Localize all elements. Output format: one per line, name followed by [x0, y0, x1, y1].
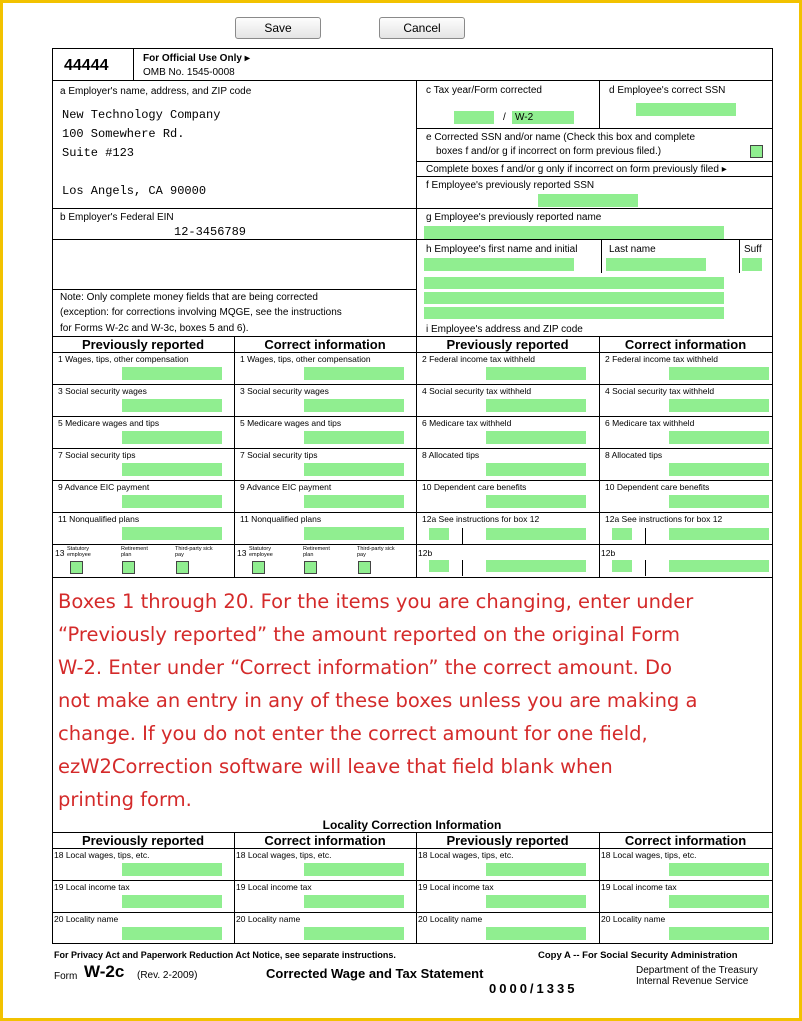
form-code: 0000/1335: [489, 981, 578, 996]
locality-box-label: 18 Local wages, tips, etc.: [236, 850, 332, 860]
rule-line: [52, 480, 773, 481]
money-box-label: 9 Advance EIC payment: [58, 482, 150, 492]
rule-line: [52, 48, 53, 944]
locality-box-label: 20 Locality name: [236, 914, 301, 924]
locality-box-label: 20 Locality name: [54, 914, 119, 924]
cancel-button[interactable]: Cancel: [379, 17, 465, 39]
tax-year-slash: /: [503, 112, 506, 123]
rule-line: [234, 336, 235, 578]
form-name: W-2c: [84, 962, 125, 981]
rule-line: [133, 48, 134, 81]
rule-line: [52, 239, 417, 240]
locality-amount-field[interactable]: [304, 895, 404, 908]
money-box-label: 5 Medicare wages and tips: [240, 418, 342, 428]
employer-line[interactable]: 100 Somewhere Rd.: [62, 127, 185, 141]
correct-information-heading: Correct information: [624, 833, 747, 848]
money-amount-field[interactable]: [122, 399, 222, 412]
rule-line: [52, 512, 773, 513]
employer-name-label: a Employer's name, address, and ZIP code: [60, 86, 252, 97]
rule-line: [52, 352, 773, 353]
money-box-label: 7 Social security tips: [58, 450, 136, 460]
rule-line: [52, 880, 773, 881]
money-box-label: 6 Medicare tax withheld: [422, 418, 512, 428]
locality-box-label: 19 Local income tax: [236, 882, 312, 892]
money-amount-field[interactable]: [669, 495, 769, 508]
instruction-line: not make an entry in any of these boxes unless you are making a: [58, 689, 698, 712]
correct-information-heading: Correct information: [264, 337, 386, 352]
statutory-label: Statutory employee: [249, 546, 273, 558]
corrected-ssn-checkbox[interactable]: [750, 145, 763, 158]
rule-line: [52, 416, 773, 417]
money-amount-field[interactable]: [122, 431, 222, 444]
statutory-checkbox[interactable]: [70, 561, 83, 574]
money-amount-field[interactable]: [669, 367, 769, 380]
money-amount-field[interactable]: [122, 463, 222, 476]
locality-amount-field[interactable]: [304, 863, 404, 876]
instruction-line: W-2. Enter under “Correct information” the correct amount. Do: [58, 656, 672, 679]
previously-reported-heading: Previously reported: [81, 337, 205, 352]
corrected-ssn-label: e Corrected SSN and/or name (Check this box and complete: [426, 132, 696, 143]
box12b-amount-field[interactable]: [669, 560, 769, 572]
money-box-label: 1 Wages, tips, other compensation: [58, 354, 189, 364]
rule-line: [52, 48, 773, 49]
rule-line: [52, 448, 773, 449]
money-amount-field[interactable]: [669, 399, 769, 412]
money-box-label: 3 Social security wages: [58, 386, 147, 396]
locality-box-label: 20 Locality name: [418, 914, 483, 924]
correct-ssn-field[interactable]: [636, 103, 736, 116]
box12b-label: 12b: [418, 548, 433, 558]
instruction-line: Boxes 1 through 20. For the items you are changing, enter under: [58, 590, 694, 613]
money-box-label: 8 Allocated tips: [605, 450, 663, 460]
money-box-label: 10 Dependent care benefits: [422, 482, 527, 492]
rule-line: [416, 208, 773, 209]
copy-a-label: Copy A -- For Social Security Administration: [538, 950, 738, 961]
locality-amount-field[interactable]: [304, 927, 404, 940]
correct-ssn-label: d Employee's correct SSN: [609, 85, 726, 96]
money-amount-field[interactable]: [669, 463, 769, 476]
correct-information-heading: Correct information: [624, 337, 747, 352]
money-amount-field[interactable]: [304, 527, 404, 540]
instruction-overlay: [58, 585, 768, 816]
locality-box-label: 18 Local wages, tips, etc.: [601, 850, 697, 860]
money-amount-field[interactable]: [486, 431, 586, 444]
box12a-amount-field[interactable]: [669, 528, 769, 540]
locality-amount-field[interactable]: [669, 927, 769, 940]
money-box-label: 12a See instructions for box 12: [422, 514, 540, 524]
locality-amount-field[interactable]: [669, 863, 769, 876]
first-name-label: h Employee's first name and initial: [426, 244, 578, 255]
suffix-label: Suff: [744, 244, 762, 255]
omb-number: OMB No. 1545-0008: [143, 67, 235, 78]
rule-line: [416, 832, 417, 944]
rule-line: [416, 128, 773, 129]
retirement-label: Retirement plan: [121, 546, 148, 558]
rule-line: [599, 80, 600, 129]
box12a-amount-field[interactable]: [486, 528, 586, 540]
previously-reported-heading: Previously reported: [446, 833, 569, 848]
employer-ein-label: b Employer's Federal EIN: [60, 212, 174, 223]
note-text: for Forms W-2c and W-3c, boxes 5 and 6).: [60, 323, 249, 334]
statutory-checkbox[interactable]: [252, 561, 265, 574]
money-box-label: 12a See instructions for box 12: [605, 514, 723, 524]
tax-year-label: c Tax year/Form corrected: [426, 85, 542, 96]
address-field[interactable]: [424, 307, 724, 319]
money-amount-field[interactable]: [486, 463, 586, 476]
complete-fg-note: Complete boxes f and/or g only if incorrect on form previously filed ▸: [426, 164, 727, 175]
money-box-label: 7 Social security tips: [240, 450, 318, 460]
locality-title: Locality Correction Information: [322, 818, 502, 832]
thirdparty-label: Third-party sick pay: [175, 546, 213, 558]
last-name-field[interactable]: [606, 258, 706, 271]
form-revision: (Rev. 2-2009): [137, 970, 198, 981]
rule-line: [599, 336, 600, 578]
money-amount-field[interactable]: [669, 431, 769, 444]
official-use-label: For Official Use Only ▸: [143, 53, 250, 64]
address-label: i Employee's address and ZIP code: [426, 324, 583, 335]
locality-box-label: 20 Locality name: [601, 914, 666, 924]
box12b-amount-field[interactable]: [486, 560, 586, 572]
form-corrected-value: W-2: [515, 112, 534, 123]
employer-line[interactable]: Los Angels, CA 90000: [62, 184, 207, 198]
corrected-ssn-label-2: boxes f and/or g if incorrect on form previous filed.): [436, 146, 662, 157]
rule-line: [52, 848, 773, 849]
note-text: (exception: for corrections involving MQGE, see the instructions: [60, 307, 342, 318]
prev-ssn-label: f Employee's previously reported SSN: [426, 180, 595, 191]
instruction-line: change. If you do not enter the correct amount for one field,: [58, 722, 648, 745]
locality-box-label: 19 Local income tax: [418, 882, 494, 892]
form-word: Form: [54, 971, 78, 982]
rule-line: [52, 912, 773, 913]
rule-line: [739, 239, 740, 273]
instruction-line: “Previously reported” the amount reported on the original Form: [58, 623, 680, 646]
money-amount-field[interactable]: [304, 367, 404, 380]
box12b-code-field[interactable]: [612, 560, 632, 572]
locality-box-label: 19 Local income tax: [601, 882, 677, 892]
prev-name-field[interactable]: [424, 226, 724, 239]
rule-line: [772, 48, 773, 944]
box12a-code-field[interactable]: [612, 528, 632, 540]
address-field[interactable]: [424, 277, 724, 289]
rule-line: [462, 560, 463, 576]
first-name-field[interactable]: [424, 258, 574, 271]
rule-line: [416, 336, 417, 578]
instruction-line: ezW2Correction software will leave that field blank when: [58, 755, 613, 778]
employer-line[interactable]: Suite #123: [62, 146, 135, 160]
box13-number: 13: [237, 548, 247, 558]
previously-reported-heading: Previously reported: [446, 337, 569, 352]
box12a-code-field[interactable]: [429, 528, 449, 540]
money-amount-field[interactable]: [304, 463, 404, 476]
save-button[interactable]: Save: [235, 17, 321, 39]
statutory-label: Statutory employee: [67, 546, 91, 558]
rule-line: [52, 80, 417, 81]
tax-year-field[interactable]: [454, 111, 494, 124]
money-box-label: 2 Federal income tax withheld: [422, 354, 535, 364]
thirdparty-label: Third-party sick pay: [357, 546, 395, 558]
note-text: Note: Only complete money fields that are being corrected: [60, 292, 318, 303]
money-box-label: 4 Social security tax withheld: [605, 386, 715, 396]
rule-line: [645, 528, 646, 544]
box12b-label: 12b: [601, 548, 616, 558]
irs-label: Internal Revenue Service: [636, 976, 749, 987]
locality-box-label: 18 Local wages, tips, etc.: [418, 850, 514, 860]
rule-line: [234, 832, 235, 944]
rule-line: [52, 289, 417, 290]
last-name-label: Last name: [609, 244, 656, 255]
retirement-checkbox[interactable]: [304, 561, 317, 574]
rule-line: [52, 384, 773, 385]
rule-line: [416, 161, 773, 162]
locality-box-label: 19 Local income tax: [54, 882, 130, 892]
money-box-label: 8 Allocated tips: [422, 450, 480, 460]
money-amount-field[interactable]: [304, 399, 404, 412]
rule-line: [52, 208, 417, 209]
money-amount-field[interactable]: [486, 495, 586, 508]
rule-line: [645, 560, 646, 576]
locality-amount-field[interactable]: [122, 895, 222, 908]
box12b-code-field[interactable]: [429, 560, 449, 572]
thirdparty-checkbox[interactable]: [176, 561, 189, 574]
rule-line: [416, 176, 773, 177]
locality-amount-field[interactable]: [486, 863, 586, 876]
money-amount-field[interactable]: [304, 495, 404, 508]
money-amount-field[interactable]: [486, 367, 586, 380]
rule-line: [52, 943, 773, 944]
rule-line: [416, 239, 773, 240]
privacy-notice: For Privacy Act and Paperwork Reduction Act Notice, see separate instructions.: [54, 950, 396, 960]
treasury-label: Department of the Treasury: [636, 965, 758, 976]
rule-line: [599, 832, 600, 944]
locality-amount-field[interactable]: [486, 895, 586, 908]
money-box-label: 2 Federal income tax withheld: [605, 354, 718, 364]
rule-line: [52, 544, 773, 545]
previously-reported-heading: Previously reported: [81, 833, 205, 848]
money-amount-field[interactable]: [122, 527, 222, 540]
box13-number: 13: [55, 548, 65, 558]
instruction-line: printing form.: [58, 788, 192, 811]
form-title: Corrected Wage and Tax Statement: [266, 966, 484, 981]
money-amount-field[interactable]: [122, 495, 222, 508]
rule-line: [601, 239, 602, 273]
employer-line[interactable]: New Technology Company: [62, 108, 221, 122]
money-box-label: 10 Dependent care benefits: [605, 482, 710, 492]
money-box-label: 1 Wages, tips, other compensation: [240, 354, 371, 364]
control-number: 44444: [64, 57, 109, 74]
locality-amount-field[interactable]: [669, 895, 769, 908]
rule-line: [52, 577, 773, 578]
locality-amount-field[interactable]: [122, 863, 222, 876]
locality-amount-field[interactable]: [122, 927, 222, 940]
prev-ssn-field[interactable]: [538, 194, 638, 207]
retirement-label: Retirement plan: [303, 546, 330, 558]
money-box-label: 5 Medicare wages and tips: [58, 418, 160, 428]
suffix-field[interactable]: [742, 258, 762, 271]
money-amount-field[interactable]: [486, 399, 586, 412]
correct-information-heading: Correct information: [264, 833, 386, 848]
thirdparty-checkbox[interactable]: [358, 561, 371, 574]
money-box-label: 11 Nonqualified plans: [58, 514, 140, 524]
locality-box-label: 18 Local wages, tips, etc.: [54, 850, 150, 860]
rule-line: [462, 528, 463, 544]
money-amount-field[interactable]: [122, 367, 222, 380]
rule-line: [416, 80, 773, 81]
money-box-label: 6 Medicare tax withheld: [605, 418, 695, 428]
money-box-label: 4 Social security tax withheld: [422, 386, 532, 396]
money-amount-field[interactable]: [304, 431, 404, 444]
prev-name-label: g Employee's previously reported name: [426, 212, 602, 223]
locality-amount-field[interactable]: [486, 927, 586, 940]
money-box-label: 11 Nonqualified plans: [240, 514, 322, 524]
money-box-label: 3 Social security wages: [240, 386, 329, 396]
money-box-label: 9 Advance EIC payment: [240, 482, 332, 492]
employer-ein[interactable]: 12-3456789: [174, 225, 247, 239]
address-field[interactable]: [424, 292, 724, 304]
retirement-checkbox[interactable]: [122, 561, 135, 574]
